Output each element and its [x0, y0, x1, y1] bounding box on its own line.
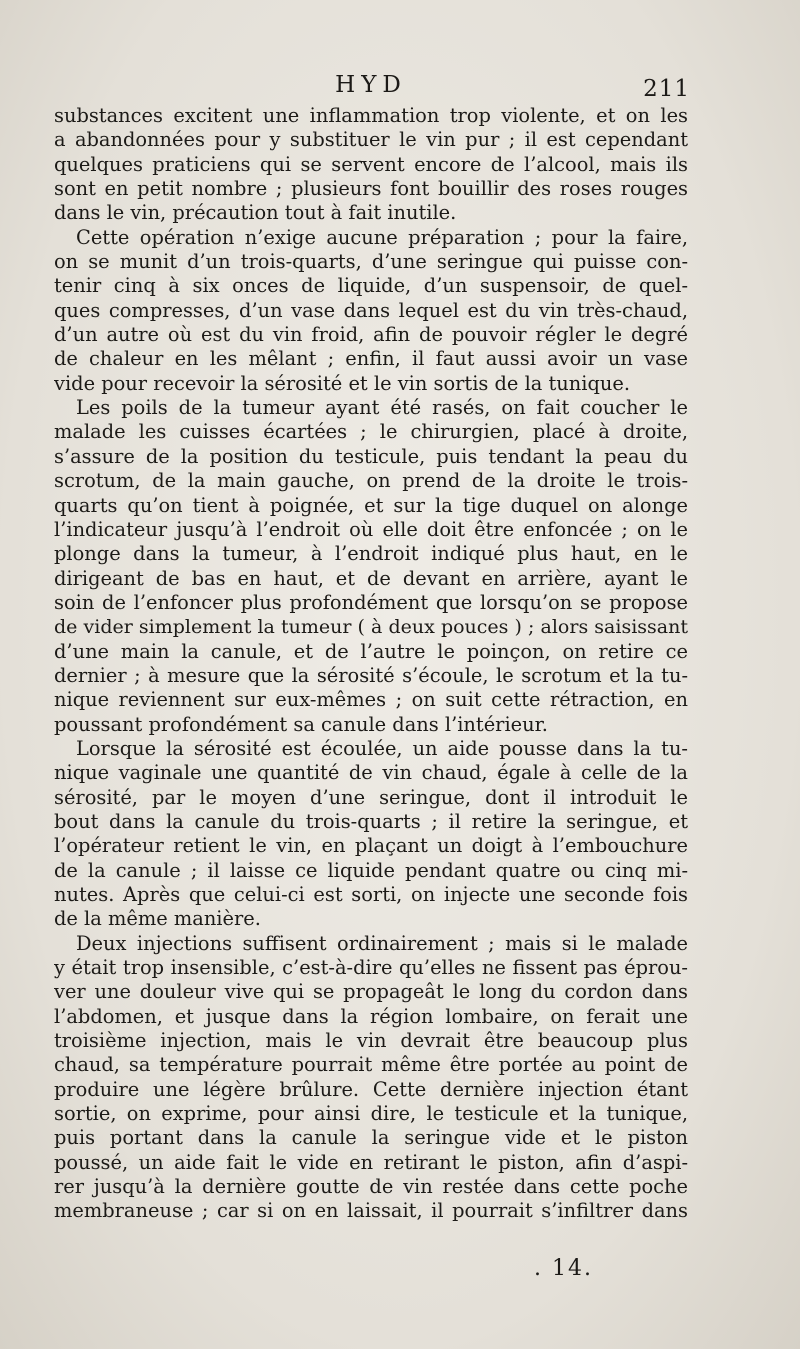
- text-line: substances excitent une inflammation trop violente, et on les: [54, 104, 688, 127]
- body-text: [54, 104, 688, 1224]
- text-line: sortie, on exprime, pour ainsi dire, le testicule et la tunique,: [54, 1102, 688, 1126]
- text-line: scrotum, de la main gauche, on prend de la droite le trois-: [54, 469, 688, 493]
- text-line: Lorsque la sérosité est écoulée, un aide pousse dans la tu-: [76, 736, 688, 760]
- text-line: a abandonnées pour y substituer le vin pur ; il est cependant: [54, 128, 688, 152]
- text-line: bout dans la canule du trois-quarts ; il retire la seringue, et: [54, 809, 688, 833]
- text-line: ver une douleur vive qui se propageât le long du cordon dans: [54, 980, 688, 1004]
- text-line: on se munit d’un trois-quarts, d’une seringue qui puisse con-: [54, 250, 688, 274]
- text-line: s’assure de la position du testicule, puis tendant la peau du: [54, 444, 688, 468]
- text-line: de chaleur en les mêlant ; enfin, il faut aussi avoir un vase: [54, 347, 688, 371]
- text-line: d’une main la canule, et de l’autre le poinçon, on retire ce: [54, 639, 688, 663]
- text-line: ques compresses, d’un vase dans lequel est du vin très-chaud,: [54, 298, 688, 322]
- text-line: dernier ; à mesure que la sérosité s’écoule, le scrotum et la tu-: [54, 663, 688, 687]
- text-line: nutes. Après que celui-ci est sorti, on injecte une seconde fois: [54, 883, 688, 906]
- text-line: puis portant dans la canule la seringue vide et le piston: [54, 1126, 688, 1150]
- text-line: de la canule ; il laisse ce liquide pendant quatre ou cinq mi-: [54, 858, 688, 882]
- text-line: dans le vin, précaution tout à fait inutile.: [54, 201, 457, 225]
- page-number: 211: [643, 76, 690, 102]
- text-line: sérosité, par le moyen d’une seringue, dont il introduit le: [54, 785, 688, 809]
- text-line: Cette opération n’exige aucune préparation ; pour la faire,: [76, 225, 688, 249]
- text-line: poussé, un aide fait le vide en retirant le piston, afin d’aspi-: [54, 1150, 688, 1174]
- text-line: dirigeant de bas en haut, et de devant en arrière, ayant le: [54, 566, 688, 590]
- text-line: tenir cinq à six onces de liquide, d’un suspensoir, de quel-: [54, 274, 688, 298]
- text-line: quarts qu’on tient à poignée, et sur la tige duquel on alonge: [54, 493, 688, 517]
- running-title: HYD: [335, 72, 407, 98]
- text-line: plonge dans la tumeur, à l’endroit indiqué plus haut, en le: [54, 542, 688, 566]
- text-line: soin de l’enfoncer plus profondément que lorsqu’on se propose: [54, 590, 688, 614]
- text-line: l’abdomen, et jusque dans la région lombaire, on ferait une: [54, 1004, 688, 1028]
- text-line: de la même manière.: [54, 907, 261, 931]
- text-line: rer jusqu’à la dernière goutte de vin restée dans cette poche: [54, 1175, 688, 1199]
- text-line: d’un autre où est du vin froid, afin de pouvoir régler le degré: [54, 323, 688, 347]
- text-line: Les poils de la tumeur ayant été rasés, on fait coucher le: [76, 396, 688, 420]
- text-line: nique reviennent sur eux-mêmes ; on suit cette rétraction, en: [54, 688, 688, 712]
- text-line: vide pour recevoir la sérosité et le vin sortis de la tunique.: [54, 371, 631, 395]
- text-line: malade les cuisses écartées ; le chirurgien, placé à droite,: [54, 420, 688, 444]
- running-header: [54, 70, 688, 106]
- signature-mark: . 14.: [534, 1256, 593, 1281]
- text-line: sont en petit nombre ; plusieurs font bouillir des roses rouges: [54, 177, 688, 201]
- text-line: l’opérateur retient le vin, en plaçant un doigt à l’embouchure: [54, 834, 688, 858]
- text-line: poussant profondément sa canule dans l’intérieur.: [54, 712, 548, 736]
- text-line: quelques praticiens qui se servent encore de l’alcool, mais ils: [54, 152, 688, 176]
- text-line: nique vaginale une quantité de vin chaud, égale à celle de la: [54, 761, 688, 785]
- text-line: de vider simplement la tumeur ( à deux pouces ) ; alors saisissant: [54, 616, 688, 639]
- text-line: membraneuse ; car si on en laissait, il pourrait s’infiltrer dans: [54, 1199, 688, 1223]
- text-line: Deux injections suffisent ordinairement ; mais si le malade: [76, 931, 688, 955]
- text-line: produire une légère brûlure. Cette dernière injection étant: [54, 1077, 688, 1101]
- text-line: chaud, sa température pourrait même être portée au point de: [54, 1053, 688, 1077]
- text-line: troisième injection, mais le vin devrait être beaucoup plus: [54, 1029, 688, 1053]
- text-line: y était trop insensible, c’est-à-dire qu’elles ne fissent pas éprou-: [54, 956, 688, 980]
- text-line: l’indicateur jusqu’à l’endroit où elle doit être enfoncée ; on le: [54, 517, 688, 541]
